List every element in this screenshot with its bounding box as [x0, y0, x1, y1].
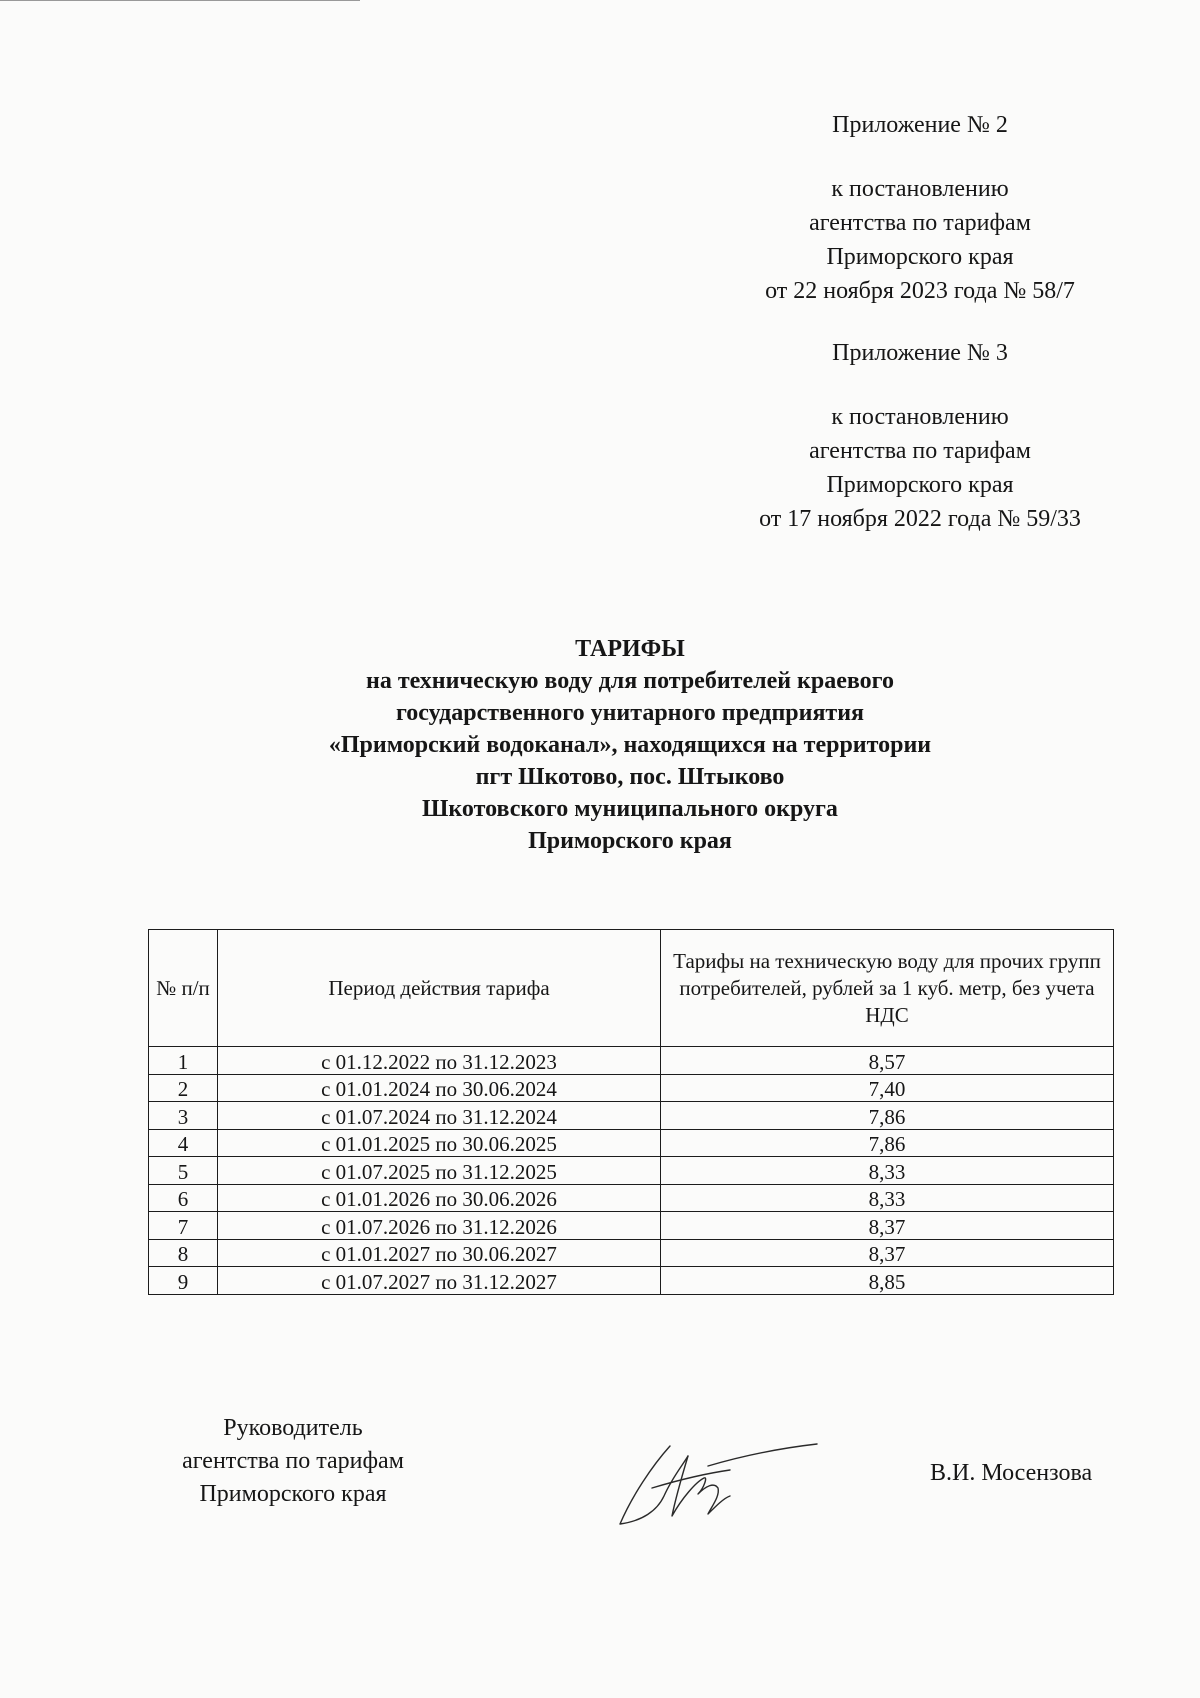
row-period: с 01.01.2027 по 30.06.2027 — [218, 1239, 661, 1267]
table-header-row — [149, 930, 1114, 1047]
appendix-line: Приморского края — [826, 244, 1014, 270]
row-number: 3 — [149, 1102, 218, 1130]
row-period: с 01.01.2026 по 30.06.2026 — [218, 1184, 661, 1212]
row-number: 7 — [149, 1212, 218, 1240]
position-line: агентства по тарифам — [182, 1448, 404, 1474]
scan-edge-line — [0, 0, 360, 1]
document-title — [200, 633, 1060, 857]
table-row — [149, 1074, 1114, 1102]
row-tariff: 8,37 — [661, 1212, 1114, 1240]
table-row — [149, 1184, 1114, 1212]
table-row — [149, 1102, 1114, 1130]
row-period: с 01.01.2024 по 30.06.2024 — [218, 1074, 661, 1102]
table-row — [149, 1212, 1114, 1240]
handwritten-signature — [612, 1426, 822, 1536]
appendix-line: Приморского края — [826, 472, 1014, 498]
appendix-label: Приложение № 3 — [832, 340, 1008, 366]
appendix-line: к постановлению — [831, 176, 1009, 202]
row-period: с 01.07.2026 по 31.12.2026 — [218, 1212, 661, 1240]
row-number: 8 — [149, 1239, 218, 1267]
row-period: с 01.07.2027 по 31.12.2027 — [218, 1267, 661, 1295]
row-number: 1 — [149, 1047, 218, 1075]
row-number: 9 — [149, 1267, 218, 1295]
title-line: на техническую воду для потребителей краевого — [366, 668, 894, 694]
row-period: с 01.07.2024 по 31.12.2024 — [218, 1102, 661, 1130]
row-tariff: 8,85 — [661, 1267, 1114, 1295]
title-line: Шкотовского муниципального округа — [422, 796, 838, 822]
title-line: пгт Шкотово, пос. Штыково — [475, 764, 785, 790]
row-period: с 01.01.2025 по 30.06.2025 — [218, 1129, 661, 1157]
row-tariff: 8,33 — [661, 1184, 1114, 1212]
position-line: Руководитель — [223, 1415, 363, 1441]
title-line: государственного унитарного предприятия — [395, 700, 865, 726]
appendix-current — [690, 108, 1150, 308]
table-row — [149, 1267, 1114, 1295]
header-number: № п/п — [149, 930, 218, 1047]
title-heading: ТАРИФЫ — [575, 636, 685, 662]
row-tariff: 7,86 — [661, 1102, 1114, 1130]
row-number: 2 — [149, 1074, 218, 1102]
row-number: 5 — [149, 1157, 218, 1185]
row-tariff: 8,33 — [661, 1157, 1114, 1185]
appendix-line: к постановлению — [831, 404, 1009, 430]
appendix-line: от 17 ноября 2022 года № 59/33 — [759, 506, 1081, 532]
appendix-line: агентства по тарифам — [809, 438, 1031, 464]
appendix-line: агентства по тарифам — [809, 210, 1031, 236]
row-tariff: 8,37 — [661, 1239, 1114, 1267]
table-row — [149, 1157, 1114, 1185]
table-row — [149, 1239, 1114, 1267]
title-line: Приморского края — [528, 828, 732, 854]
row-tariff: 8,57 — [661, 1047, 1114, 1075]
position-line: Приморского края — [199, 1481, 387, 1507]
tariff-table — [148, 929, 1114, 1295]
appendix-label: Приложение № 2 — [832, 112, 1008, 138]
row-period: с 01.07.2025 по 31.12.2025 — [218, 1157, 661, 1185]
table-row — [149, 1129, 1114, 1157]
row-tariff: 7,86 — [661, 1129, 1114, 1157]
table-row — [149, 1047, 1114, 1075]
signatory-name: В.И. Мосензова — [930, 1460, 1093, 1486]
row-period: с 01.12.2022 по 31.12.2023 — [218, 1047, 661, 1075]
header-tariff: Тарифы на техническую воду для прочих групп потребителей, рублей за 1 куб. метр, без учета НДС — [661, 930, 1114, 1047]
title-line: «Приморский водоканал», находящихся на территории — [328, 732, 932, 758]
header-period: Период действия тарифа — [218, 930, 661, 1047]
appendix-original — [690, 336, 1150, 536]
row-number: 4 — [149, 1129, 218, 1157]
row-tariff: 7,40 — [661, 1074, 1114, 1102]
signatory-position — [148, 1412, 438, 1511]
row-number: 6 — [149, 1184, 218, 1212]
appendix-line: от 22 ноября 2023 года № 58/7 — [765, 278, 1075, 304]
